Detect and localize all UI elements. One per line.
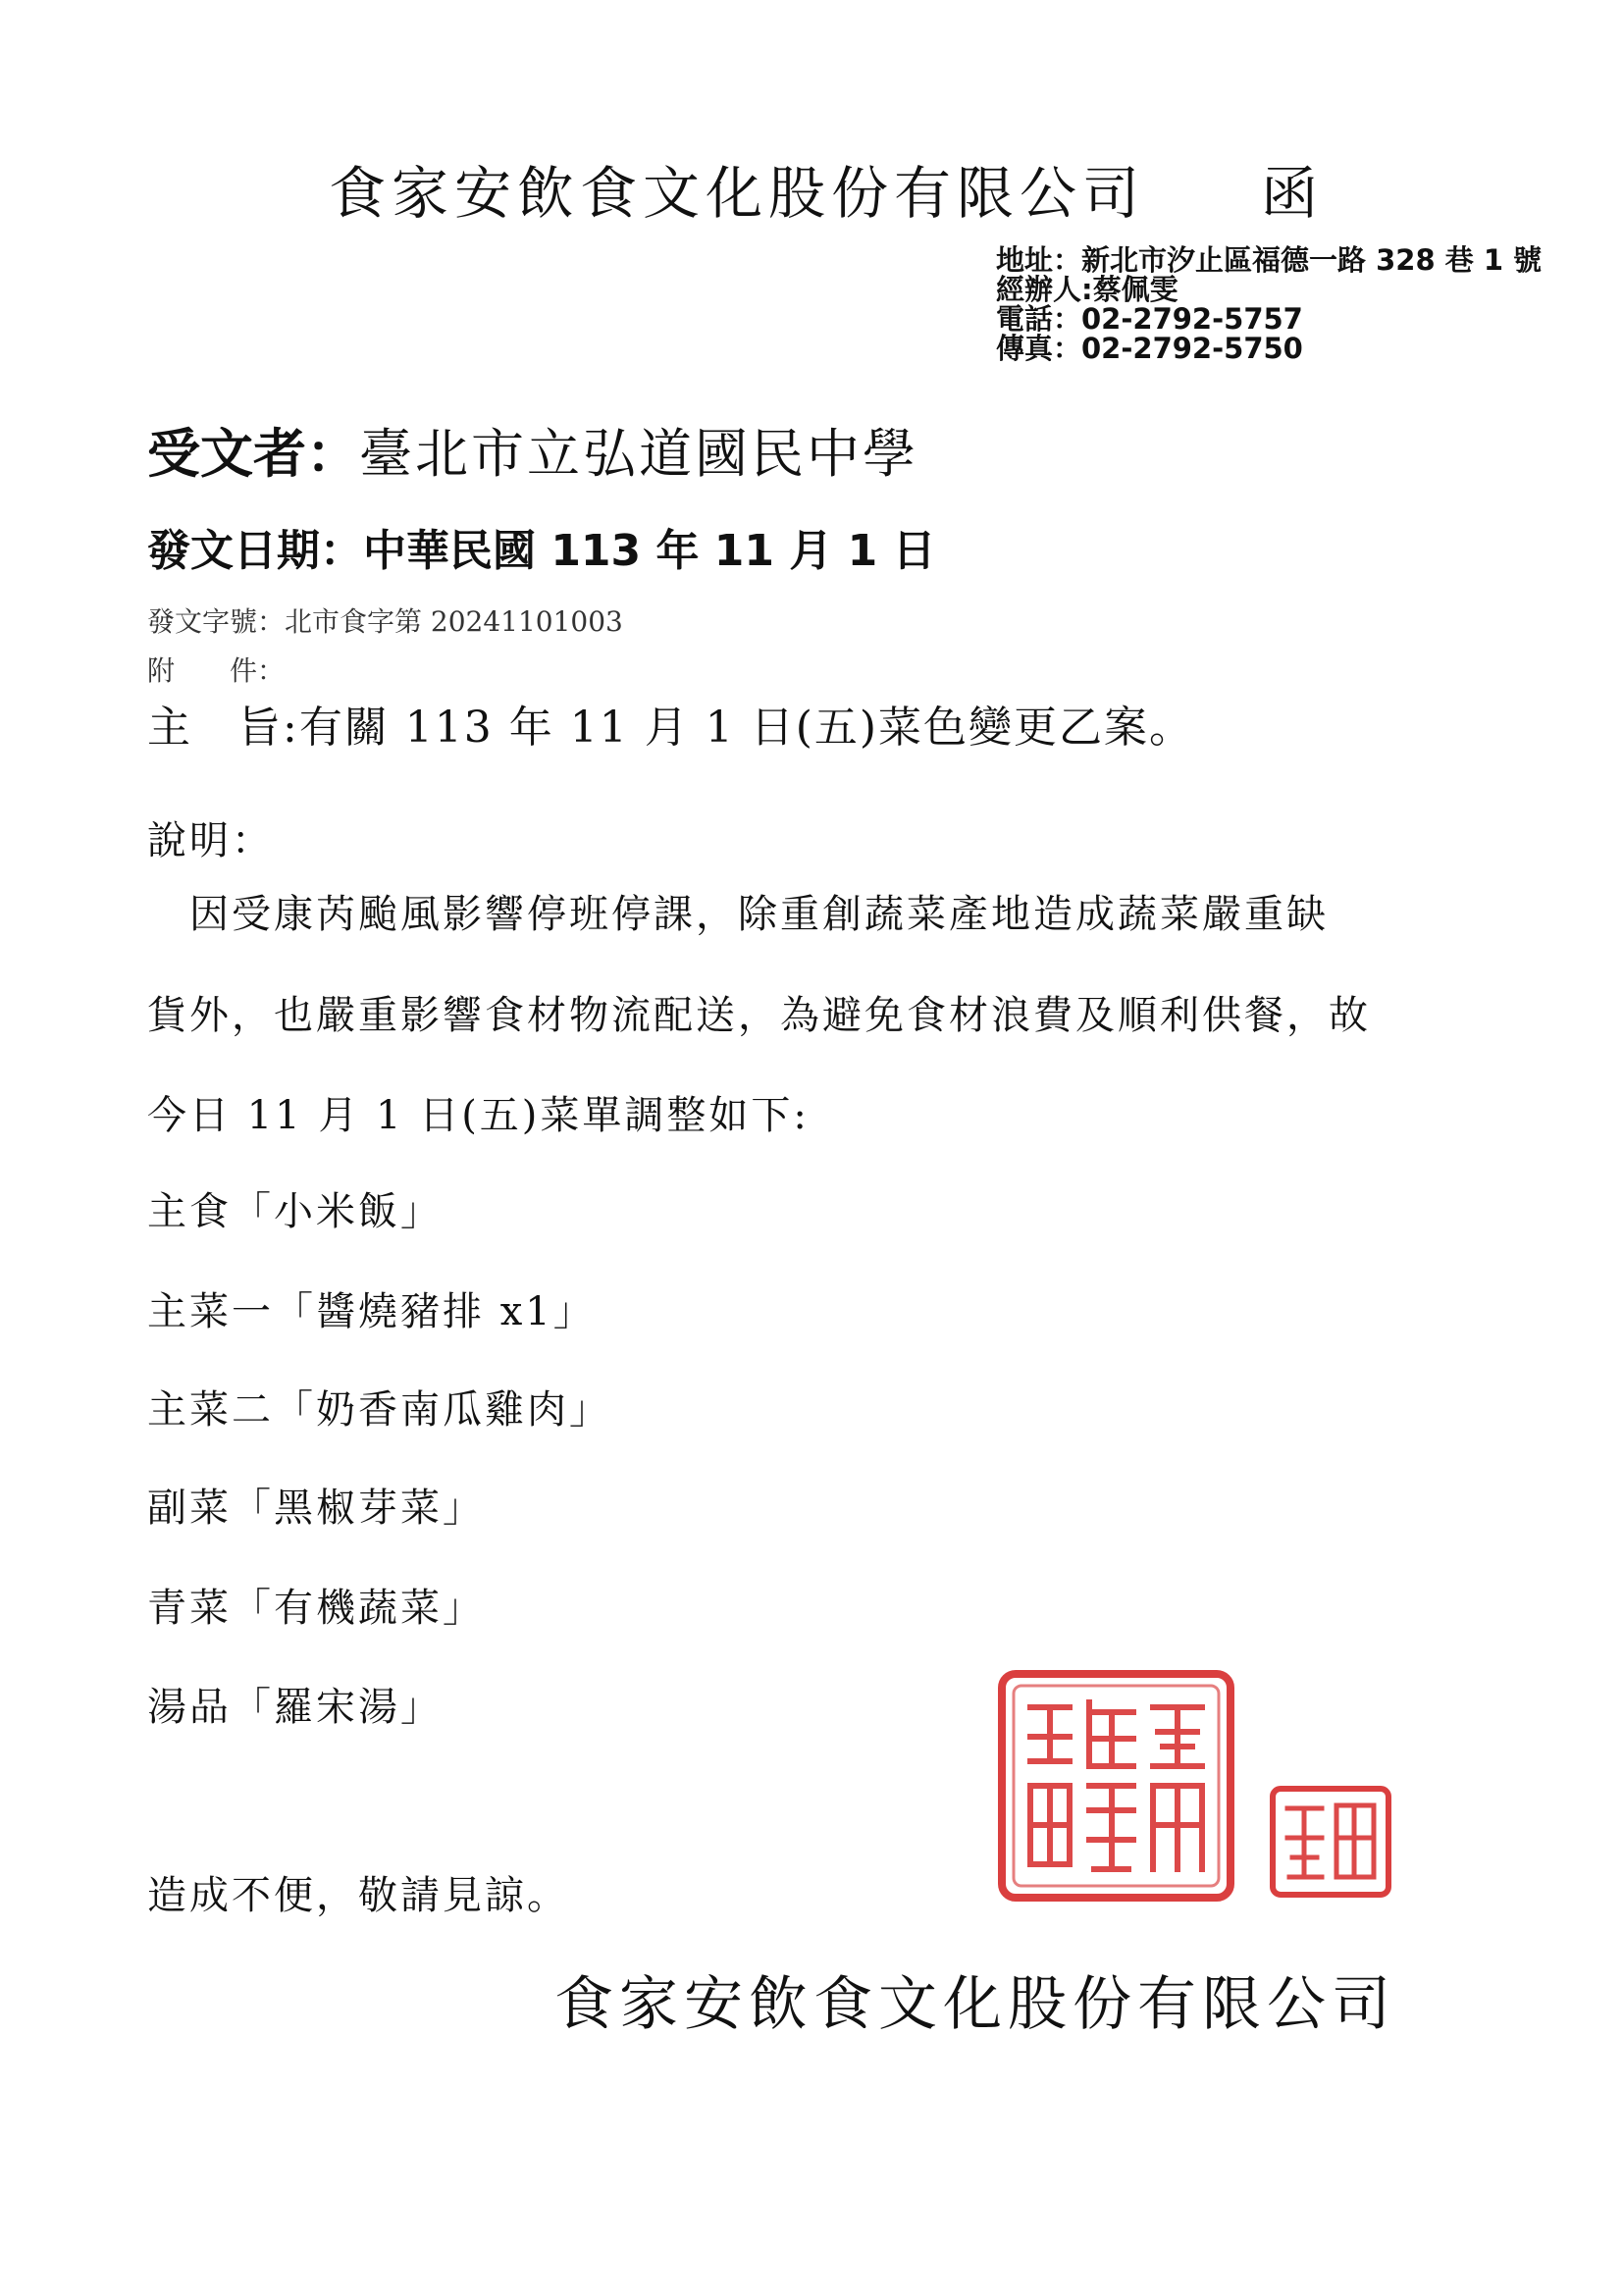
menu-item: 主菜一「醬燒豬排 x1」 [147, 1289, 596, 1334]
menu-item: 青菜「有機蔬菜」 [147, 1586, 485, 1631]
document-type: 函 [1261, 160, 1319, 227]
contact-phone: 電話：02-2792-5757 [996, 302, 1303, 336]
attachment: 附 件： [147, 654, 286, 687]
explanation-line: 因受康芮颱風影響停班停課，除重創蔬菜產地造成蔬菜嚴重缺 [147, 892, 1329, 937]
explanation-line: 貨外，也嚴重影響食材物流配送，為避免食材浪費及順利供餐，故 [147, 993, 1371, 1038]
menu-item: 主菜二「奶香南瓜雞肉」 [147, 1387, 611, 1433]
recipient-value: 臺北市立弘道國民中學 [359, 423, 918, 485]
subject: 主 旨:有關 113 年 11 月 1 日(五)菜色變更乙案。 [147, 703, 1195, 753]
signature-company: 食家安飲食文化股份有限公司 [554, 1970, 1396, 2039]
recipient-line [147, 412, 918, 488]
contact-fax: 傳真：02-2792-5750 [996, 332, 1303, 365]
contact-handler: 經辦人:蔡佩雯 [996, 273, 1178, 306]
doc-number: 發文字號：北市食字第 20241101003 [147, 605, 623, 638]
closing-remark: 造成不便，敬請見諒。 [147, 1873, 569, 1918]
explanation-label: 說明： [147, 818, 274, 863]
representative-seal-icon [1268, 1784, 1393, 1900]
contact-address: 地址：新北市汐止區福德一路 328 巷 1 號 [996, 243, 1543, 277]
menu-item: 湯品「羅宋湯」 [147, 1685, 443, 1730]
company-title: 食家安飲食文化股份有限公司 [329, 160, 1146, 227]
issue-date: 發文日期：中華民國 113 年 11 月 1 日 [147, 526, 936, 576]
company-seal-icon [996, 1668, 1236, 1904]
explanation-line: 今日 11 月 1 日(五)菜單調整如下: [147, 1093, 810, 1138]
menu-item: 副菜「黑椒芽菜」 [147, 1486, 485, 1531]
menu-item: 主食「小米飯」 [147, 1189, 443, 1234]
recipient-label: 受文者： [147, 423, 359, 485]
